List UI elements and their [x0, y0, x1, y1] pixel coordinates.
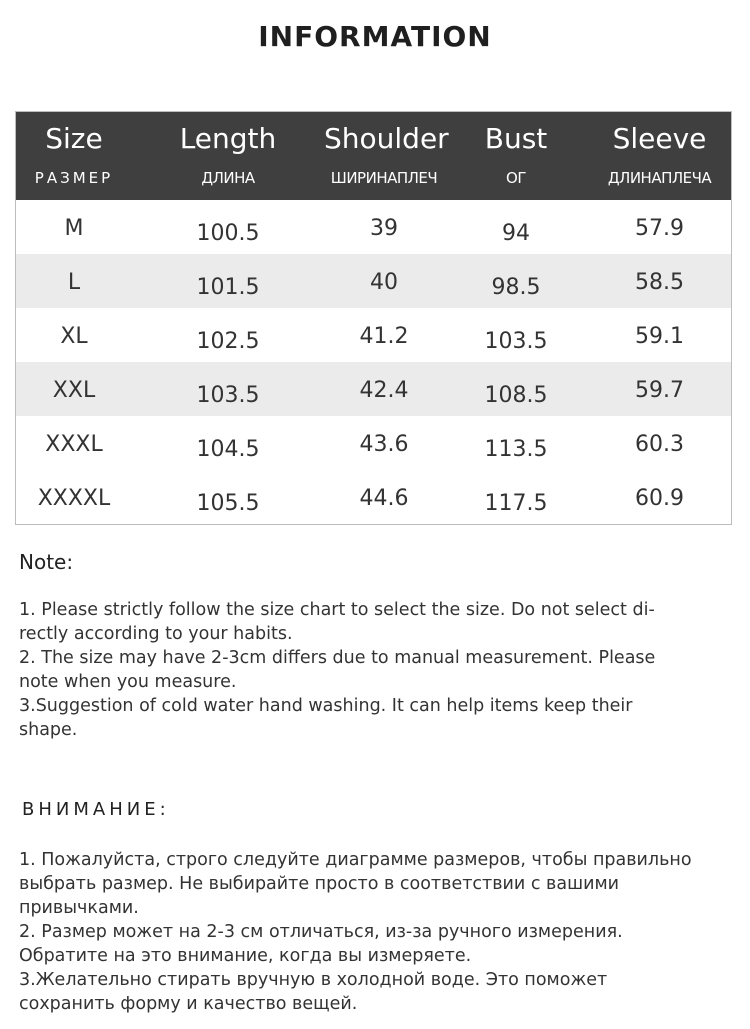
note-line: 1. Please strictly follow the size chart to select the size. Do not select di- [19, 600, 655, 620]
page-title: INFORMATION [258, 20, 492, 53]
note-line: 2. The size may have 2-3cm differs due to manual measurement. Please [19, 648, 656, 668]
cell-text: 41.2 [359, 324, 409, 349]
ru-note-line: 2. Размер может на 2-3 см отличаться, из-за ручного измерения. [19, 922, 623, 942]
cell-text: 39 [370, 216, 398, 241]
cell-text: 105.5 [196, 491, 260, 516]
cell-shoulder [324, 254, 444, 308]
ru-note-heading: ВНИМАНИЕ: [22, 799, 170, 820]
header-label-en: Shoulder [324, 122, 449, 155]
cell-shoulder [324, 308, 444, 362]
header-label-ru: РАЗМЕР [34, 169, 114, 187]
ru-note-line: Обратите на это внимание, когда вы измеряете. [19, 946, 472, 966]
cell-shoulder [324, 362, 444, 416]
cell-length [132, 362, 324, 416]
cell-text: 94 [502, 221, 530, 246]
cell-text: 101.5 [196, 275, 260, 300]
cell-text: 60.9 [635, 486, 684, 511]
cell-sleeve [588, 362, 731, 416]
header-label-ru: ДЛИНАПЛЕЧА [607, 169, 712, 187]
table-row [16, 254, 731, 308]
ru-note-line: 3.Желательно стирать вручную в холодной воде. Это поможет [19, 970, 608, 990]
cell-length [132, 470, 324, 524]
ru-note-line: привычками. [19, 898, 139, 918]
header-size [16, 112, 132, 200]
cell-text: 57.9 [635, 216, 684, 241]
cell-shoulder [324, 470, 444, 524]
cell-text: 44.6 [359, 486, 409, 511]
note-line: note when you measure. [19, 672, 237, 692]
cell-text: 59.7 [635, 378, 684, 403]
cell-bust [444, 416, 588, 470]
cell-text: 104.5 [196, 437, 260, 462]
cell-size [16, 416, 132, 470]
header-label-ru: ДЛИНА [201, 169, 255, 187]
cell-sleeve [588, 200, 731, 254]
note-text [19, 598, 719, 742]
cell-shoulder [324, 416, 444, 470]
cell-text: 42.4 [359, 378, 409, 403]
header-label-ru: ШИРИНАПЛЕЧ [330, 169, 438, 187]
cell-text: 43.6 [359, 432, 409, 457]
cell-length [132, 308, 324, 362]
header-length [132, 112, 324, 200]
cell-bust [444, 254, 588, 308]
table-row [16, 308, 731, 362]
table-row [16, 200, 731, 254]
header-label-ru: ОГ [506, 169, 526, 187]
ru-note-text [19, 848, 719, 1016]
cell-text: 108.5 [484, 383, 548, 408]
header-label-en: Size [45, 122, 103, 155]
header-sleeve [588, 112, 731, 200]
cell-text: XXXL [45, 432, 103, 457]
cell-sleeve [588, 416, 731, 470]
cell-size [16, 470, 132, 524]
size-table [15, 111, 732, 525]
table-row [16, 362, 731, 416]
cell-sleeve [588, 308, 731, 362]
cell-length [132, 416, 324, 470]
note-line: shape. [19, 720, 78, 740]
cell-text: 59.1 [635, 324, 684, 349]
cell-text: 58.5 [635, 270, 684, 295]
cell-text: 100.5 [196, 221, 260, 246]
cell-text: 103.5 [196, 383, 260, 408]
cell-text: L [67, 270, 81, 295]
cell-size [16, 254, 132, 308]
cell-bust [444, 200, 588, 254]
cell-bust [444, 362, 588, 416]
table-header [16, 112, 731, 200]
note-line: rectly according to your habits. [19, 624, 293, 644]
ru-note-line: 1. Пожалуйста, строго следуйте диаграмме размеров, чтобы правильно [19, 850, 692, 870]
cell-length [132, 200, 324, 254]
cell-text: 113.5 [484, 437, 548, 462]
table-row [16, 470, 731, 524]
cell-size [16, 362, 132, 416]
table-row [16, 416, 731, 470]
cell-sleeve [588, 470, 731, 524]
cell-bust [444, 308, 588, 362]
header-label-en: Bust [484, 122, 548, 155]
note-heading: Note: [19, 550, 74, 574]
cell-length [132, 254, 324, 308]
cell-text: XL [60, 324, 88, 349]
cell-text: 60.3 [635, 432, 684, 457]
cell-text: XXL [52, 378, 96, 403]
cell-text: 98.5 [491, 275, 541, 300]
cell-text: M [64, 216, 84, 241]
header-label-en: Length [179, 122, 277, 155]
header-shoulder [324, 112, 449, 200]
cell-sleeve [588, 254, 731, 308]
ru-note-line: выбрать размер. Не выбирайте просто в соответствии с вашими [19, 874, 620, 894]
cell-size [16, 200, 132, 254]
cell-bust [444, 470, 588, 524]
note-line: 3.Suggestion of cold water hand washing. It can help items keep their [19, 696, 633, 716]
cell-text: 102.5 [196, 329, 260, 354]
cell-text: 117.5 [484, 491, 548, 516]
cell-text: XXXXL [37, 486, 111, 511]
ru-note-line: сохранить форму и качество вещей. [19, 994, 358, 1014]
header-bust [444, 112, 588, 200]
header-label-en: Sleeve [612, 122, 707, 155]
cell-text: 40 [370, 270, 398, 295]
cell-text: 103.5 [484, 329, 548, 354]
cell-shoulder [324, 200, 444, 254]
cell-size [16, 308, 132, 362]
